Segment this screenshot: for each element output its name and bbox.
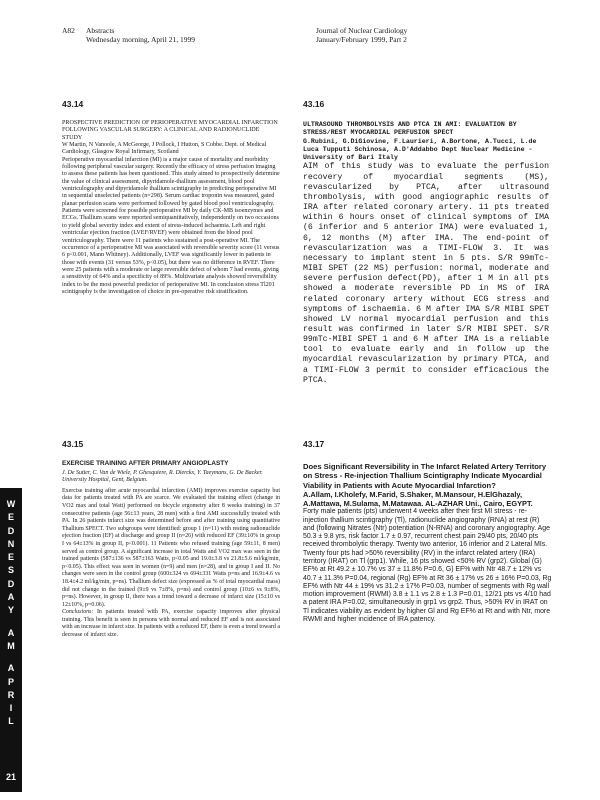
side-tab-letter: M xyxy=(7,640,15,651)
side-tab-page-number: 21 xyxy=(5,771,16,782)
abstract-number: 43.15 xyxy=(62,439,84,449)
abstract-title: PROSPECTIVE PREDICTION OF PERIOPERATIVE MYOCARDIAL INFARCTION FOLLOWING VASCULAR SURGERY: A CLINICAL AND RADIONUCLIDE STUDY xyxy=(62,120,278,141)
side-tab-letter: E xyxy=(7,512,14,523)
side-tab-letter: W xyxy=(6,499,16,509)
abstract-body: AIM of this study was to evaluate the perfusion recovery of myocardial segments (MS), revascularized by PTCA, after ultrasound thrombolysis, with good angiographic results of IRA after related coronary artery. 11 pts treated within 6 hours onset of clinical symptoms of IMA (6 inferior and 5 anterior IMA) were evaluated 1, 6, 12 months (M) after IMA. The end-point of revascularization was a TIMI-FLOW 3. It was necessary to implant stent in 5 pts. S/R 99mTc-MIBI SPET (22 MS) perfusion: normal, moderate and severe perfusion defect(PD), after 1 M in all pts showed a moderate reversible PD in MS of IRA related coronary artery without ECG stress and symptoms of ischaemia. 6 M after IMA S/R MIBI SPET showed LV normal myocardial perfusion and this result was confirmed in later S/R MIBI SPET. S/R 99mTc-MIBI SPET 1 and 6 M after IMA is a reliable tool to evaluate early and in follow up the myocardial revascularization by primary PTCA, and a TIMI-FLOW 3 permit to consider efficacious the PTCA. xyxy=(303,162,549,385)
abstract-conclusion: In patients treated with PA, exercise capacity improves after physical training. This benefit is seen in persons with normal and reduced EF and is not associated with an increase in infarct size. In patients with a reduced EF, there is even a trend toward a decrease of infarct size. xyxy=(62,609,281,639)
abstract-authors: W Martin, N Vanoole, A McGeorge, J Pollock, I Hutton, S Cobbe. Dept. of Medical Cardiology, Glasgow Royal Infirmary, Scotland xyxy=(62,142,267,156)
section-title: Abstracts xyxy=(86,26,115,35)
abstract-43-15 xyxy=(62,460,280,640)
journal-name: Journal of Nuclear Cardiology xyxy=(316,26,408,35)
abstract-body: Forty male patients (pts) underwent 4 weeks after their first MI stress - re-injection thallium scintigraphy (Tl), radionuclide angiography (RNA) at rest (R) and (following Nitrates (Ntr) potentiation (N-RNA) and coronary angiography. Age 50.3 ± 9.8 yrs, risk factor 1.7 ± 0.97, recurrent chest pain 29/40 pts, 20/40 pts received thrombolytic therapy. Twenty two anterior, 16 inferior and 2 Lateral MIs. Twenty four pts had >50% reversibility (RV) in the infarct related artery (IRA) territory (IRAT) on Tl (grp1). While, 16 pts showed <50% RV (grp2). Global (G) EF% at Rt 49.2 ± 10.7% vs 37 ± 11.8% P=0.6, G) EF% with Ntr 48.7 ± 12% vs 40.7 ± 11.3% P=0.04, regional (Rg) EF% at Rt 36 ± 17% vs 26 ± 16% P=0.03, Rg EF% with Ntr 44 ± 19% vs 31.2 ± 17% P=0.03, number of segments with Rg wall motion improvement (RWMI) 3.8 ± 1.1 vs 2.8 ± 1.3 P=0.01, 12/21 pts vs 4/10 had a patent IRA P=0.02, simultaneously in grp1 vs grp2. Thus, >50% RV in IRAT on Tl indicates viability as evident by higher Gl and Rg EF% at Rt and with Ntr, more RWMI and higher incidence of IRA patency. xyxy=(303,508,552,624)
page-number: A82 xyxy=(62,26,75,35)
side-tab-letter: N xyxy=(7,538,15,549)
abstract-title: Does Significant Reversibility in The Infarct Related Artery Territory on Stress - Re-injection Thallium Scintigraphy Indicate Myocardial Viability in Patients with Acute Myocardial Infarction? xyxy=(303,462,547,490)
side-tab-letters xyxy=(0,488,22,729)
abstract-body: Exercise training after acute myocardial infarction (AMI) improves exercise capacity but data for patients treated with PA are scarce. We evaluated the training effect (change in VO2 max and total Watt) performed on bicycle ergometry after 8 weeks training) in 37 consecutive patients (age 56±13 years, 28 men) with a first AMI successfully treated with PA. In 26 patients infarct size was determined before and after training using quantitative Thallium SPECT. Two subgroups were identified: group 1 (n=11) with resting radionuclide ejection fraction (EF) at discharge and group II (n=26) with reduced EF (39±10% in group I vs 64±13% in group II, p<0.001). 11 Patients who refused training (age 59±11, 8 men) served as control group. A significant increase in total Watts and VO2 max was seen in the trained patients (587±136 vs 587±163 Watts, p<0.05 and 19.0±3.8 vs 21.8±5.6 ml/kg/min, p<0.05). This effect was seen in women (n=9) and men (n=28), and in group I and II. No changes were seen in the control group (600±324 vs 694±331 Watts p=ns and 16.9±4.6 vs 18.4±4.2 ml/kg/min, p=ns). Thallium defect size (expressed as % of total myocardial mass) did not change in the trained (9±9 vs 7±8%, p=ns) and control group (10±6 vs 9±8%, p=ns). However, in group II, there was a trend toward a decrease of infarct size (15±10 vs 12±10%, p=0.06). xyxy=(62,487,280,608)
side-tab-letter: L xyxy=(8,716,14,727)
abstract-43-14 xyxy=(62,120,280,296)
side-tab-letter: I xyxy=(9,703,13,714)
side-tab-letter: A xyxy=(7,627,15,638)
side-tab-letter: A xyxy=(7,592,15,603)
issue-line: January/February 1999, Part 2 xyxy=(316,35,407,44)
side-tab-letter: S xyxy=(7,565,14,576)
running-header-right xyxy=(316,26,407,44)
abstract-authors: G.Rubini, G.DiGiovine, F.Laurieri, A.Bortone, A.Tucci, L.de Luca Tupputi Schinosa, A.D'Addabbo Dept Nuclear Medicine - University of Bari Italy xyxy=(303,137,537,162)
abstract-43-17 xyxy=(303,462,552,624)
abstract-43-16 xyxy=(303,121,549,386)
side-tab-letter: P xyxy=(7,676,14,687)
abstract-body: Perioperative myocardial infarction (MI) is a major cause of mortality and morbidity following peripheral vascular surgery. Recently the efficacy of stress perfusion imaging to assess these patients has been questioned. This study aimed to prospectively determine the value of clinical assessment, dipyridamole-thallium assessment, blood pool ventriculography and dipyridamole thallium scintigraphy in predicting perioperative MI in sequential unselected patients (n=298). Serum cardiac troponin was measured, gated planar perfusion scans were performed followed by gated blood pool ventriculography. Patients were screened for possible perioperative MI by daily CK-MB isoenzymes and ECGs. Thallium scans were reported semiquantitatively, independently on two occasions to yield global severity index and extent of stress-induced ischaemia. Left and right ventricular ejection fraction (LVEF/RVEF) were obtained from the blood pool ventriculography. There were 11 patients who sustained a post-operative MI. The occurrence of a perioperative MI was associated with reversible severity score (11 versus 6 p<0.001, Mann Whitney). Additionally, LVEF was significantly lower in patients in those with events (31 versus 53%, p<0.05), but there was no difference in RVEF. There were 25 patients with a moderate or large reversible defect of whom 7 had events, giving a sensitivity of 64% and a specificity of 89%. Multivariate analysis showed reversibility index to be the most powerful predictor of perioperative MI. In conclusion stress Tl201 scintigraphy is the investigation of choice in pre-operative risk stratification. xyxy=(62,156,280,295)
side-tab-gap xyxy=(0,618,22,627)
side-tab-letter: A xyxy=(7,663,15,674)
abstract-number: 43.14 xyxy=(62,99,84,109)
day-side-tab xyxy=(0,488,22,792)
abstract-title: ULTRASOUND THROMBOLYSIS AND PTCA IN AMI: EVALUATION BY STRESS/REST MYOCARDIAL PERFUSION SPECT xyxy=(303,121,517,137)
side-tab-letter: D xyxy=(7,525,15,536)
side-tab-letter: R xyxy=(7,689,15,700)
side-tab-gap xyxy=(0,653,22,662)
running-header-left xyxy=(62,26,195,44)
abstract-title: EXERCISE TRAINING AFTER PRIMARY ANGIOPLASTY xyxy=(62,460,229,467)
side-tab-letter: Y xyxy=(7,605,14,616)
abstract-number: 43.16 xyxy=(303,99,325,109)
conclusion-label: Conclusions: xyxy=(62,609,94,616)
side-tab-letter: D xyxy=(7,578,15,589)
abstract-number: 43.17 xyxy=(303,439,325,449)
abstract-authors: J. De Sutter, C. Van de Wiele, P. Ghesquiere, R. Dierckx, Y. Taeymans, G. De Backer. University Hospital, Gent, Belgium. xyxy=(62,469,263,484)
abstract-authors: A.Allam, I.Kholefy, M.Farid, S.Shaker, M.Mansour, H.ElGhazaly, A.Mattawa, M.Sulama, M.Matawaa. AL-AZHAR Uni., Cairo, EGYPT. xyxy=(303,490,533,509)
session-line: Wednesday morning, April 21, 1999 xyxy=(86,35,195,44)
side-tab-letter: E xyxy=(7,552,14,563)
